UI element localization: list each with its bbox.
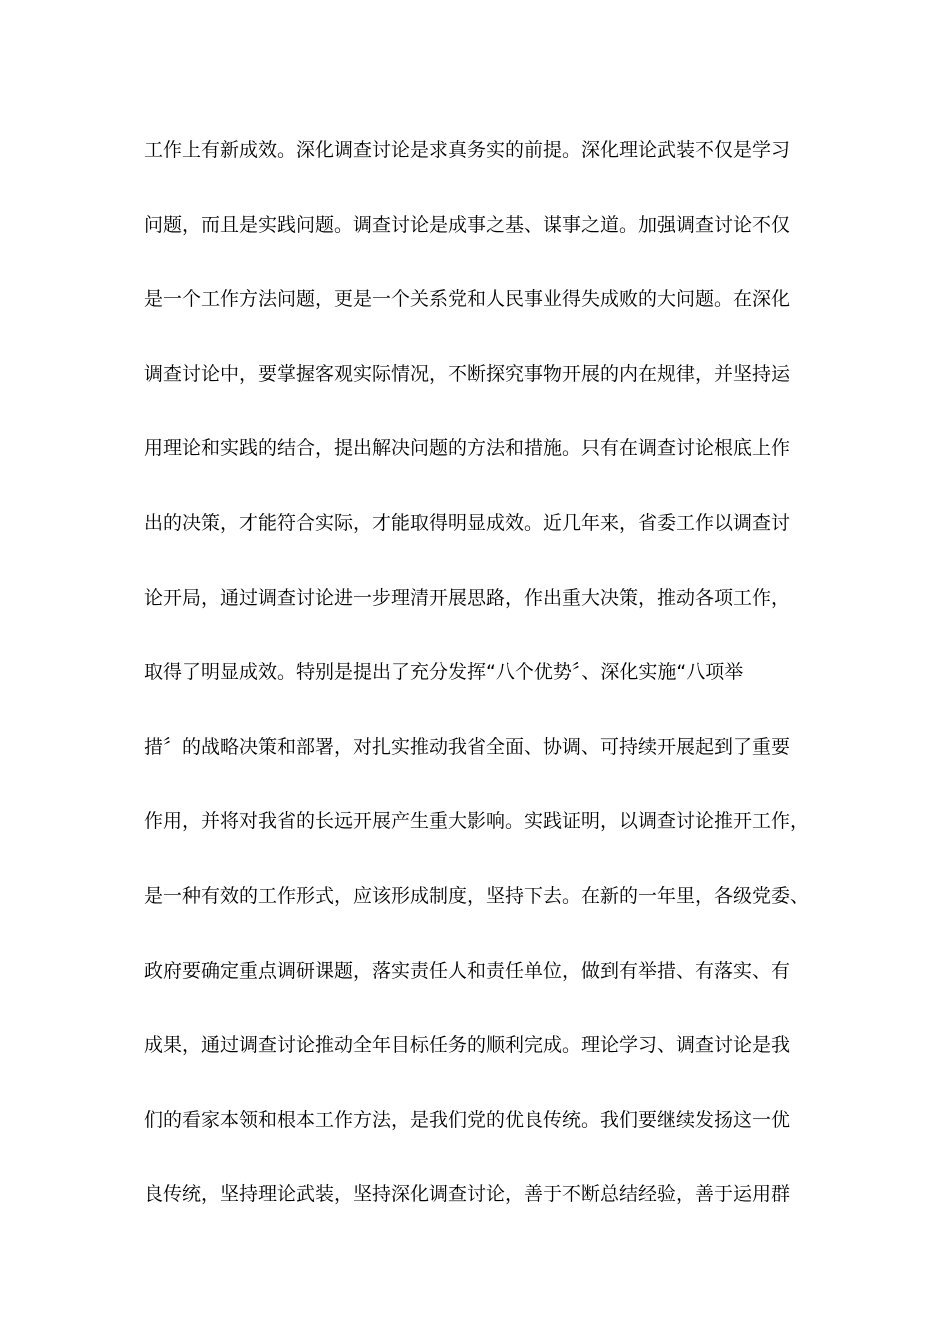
text-line: 用理论和实践的结合，提出解决问题的方法和措施。只有在调查讨论根底上作 bbox=[144, 437, 791, 460]
text-line: 作用，并将对我省的长远开展产生重大影响。实践证明，以调查讨论推开工作， bbox=[144, 810, 810, 833]
text-line: 是一种有效的工作形式，应该形成制度，坚持下去。在新的一年里，各级党委、 bbox=[144, 884, 810, 907]
text-line: 工作上有新成效。深化调查讨论是求真务实的前提。深化理论武装不仅是学习 bbox=[144, 139, 791, 161]
text-line: 成果，通过调查讨论推动全年目标任务的顺利完成。理论学习、调查讨论是我 bbox=[144, 1034, 791, 1057]
text-line: 论开局，通过调查讨论进一步理清开展思路，作出重大决策，推动各项工作， bbox=[144, 586, 791, 609]
text-line: 们的看家本领和根本工作方法，是我们党的优良传统。我们要继续发扬这一优 bbox=[144, 1108, 791, 1131]
text-line: 出的决策，才能符合实际，才能取得明显成效。近几年来，省委工作以调查讨 bbox=[144, 511, 791, 534]
text-line: 措〞的战略决策和部署，对扎实推动我省全面、协调、可持续开展起到了重要 bbox=[144, 735, 791, 758]
text-line: 问题，而且是实践问题。调查讨论是成事之基、谋事之道。加强调查讨论不仅 bbox=[144, 213, 791, 236]
text-line: 良传统，坚持理论武装，坚持深化调查讨论，善于不断总结经验，善于运用群 bbox=[144, 1183, 791, 1206]
body-text bbox=[144, 130, 824, 1249]
text-line: 是一个工作方法问题，更是一个关系党和人民事业得失成败的大问题。在深化 bbox=[144, 288, 791, 311]
text-line: 政府要确定重点调研课题，落实责任人和责任单位，做到有举措、有落实、有 bbox=[144, 959, 791, 982]
text-line: 调查讨论中，要掌握客观实际情况，不断探究事物开展的内在规律，并坚持运 bbox=[144, 362, 791, 385]
text-line: 取得了明显成效。特别是提出了充分发挥“八个优势〞、深化实施“八项举 bbox=[144, 661, 744, 684]
